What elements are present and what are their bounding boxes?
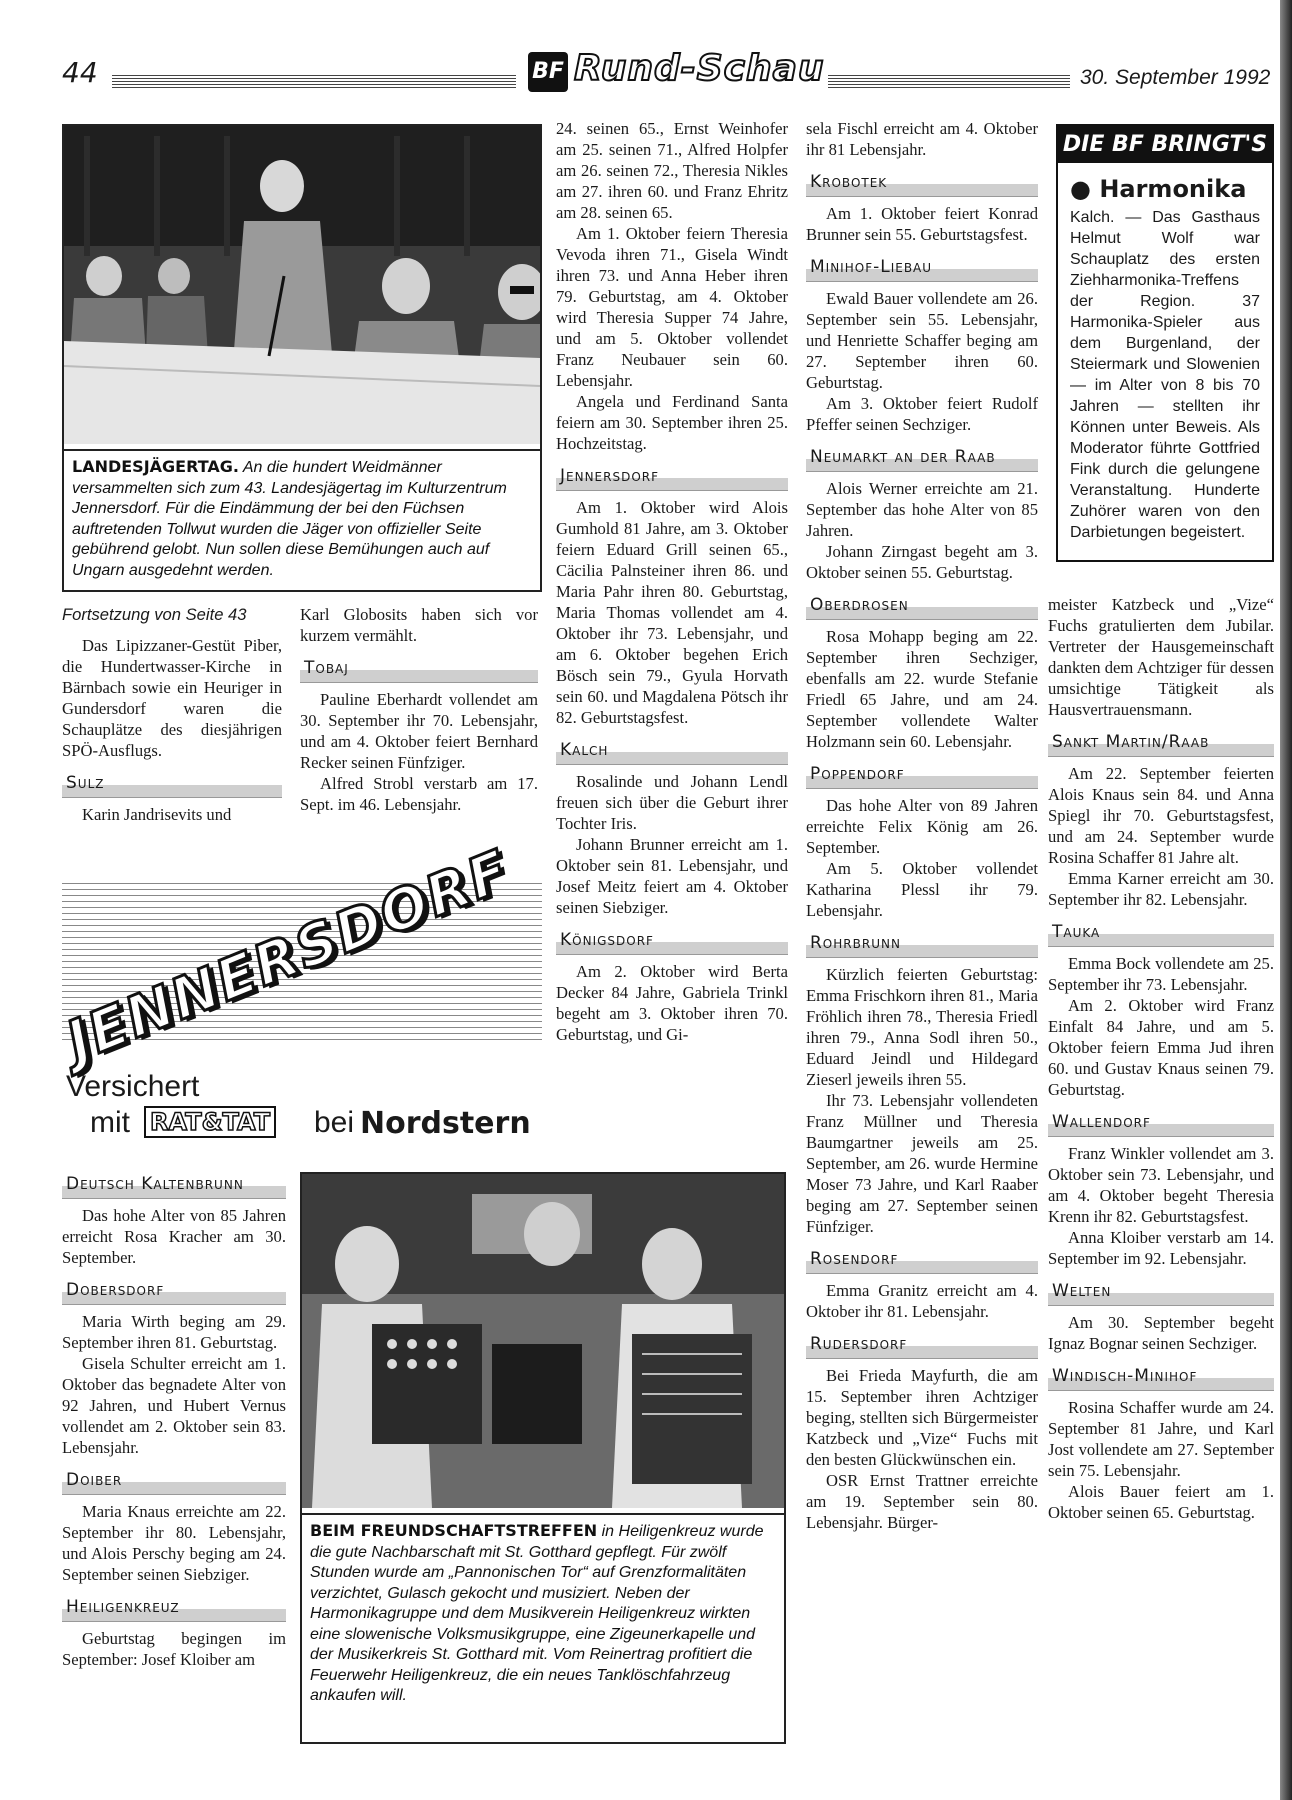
article-text: Franz Winkler vollendet am 3. Oktober sein 73. Lebensjahr, und am 4. Oktober begeht Theresia Krenn ihr 82. Geburtstagsfest.: [1048, 1144, 1274, 1226]
photo2-caption-lead: BEIM FREUNDSCHAFTSTREFFEN: [310, 1521, 598, 1540]
article-text: Das hohe Alter von 85 Jahren erreicht Rosa Kracher am 30. September.: [62, 1206, 286, 1267]
article-text: Rosina Schaffer wurde am 24. September 81 Jahre, und Karl Jost vollendete am 27. September sein 75. Lebensjahr.: [1048, 1398, 1274, 1480]
article-text: Am 22. September feierten Alois Knaus sein 84. und Anna Spiegl ihr 70. Geburtstagsfest, und am 24. September wurde Rosina Schaffer 81 Jahre alt.: [1048, 764, 1274, 867]
ad-company: Nordstern: [360, 1106, 531, 1141]
bf-logo: BF: [528, 52, 568, 92]
article-text: Bei Frieda Mayfurth, die am 15. September ihren Achtziger beging, stellten sich Bürgermeister Katzbeck und „Vize“ Fuchs mit den besten Glückwünschen ein.: [806, 1366, 1038, 1469]
heading-sulz: Sulz: [62, 769, 282, 798]
article-text: Emma Bock vollendete am 25. September ihr 73. Lebensjahr.: [1048, 954, 1274, 994]
article-text: Kürzlich feierten Geburtstag: Emma Frischkorn ihren 81., Maria Fröhlich ihren 78., Theresia Friedl ihren 79., Anna Sodl ihren 50., Eduard Jeindl und Hildegard Zieserl jeweils ihren 55.: [806, 965, 1038, 1089]
article-text: Karl Globosits haben sich vor kurzem vermählt.: [300, 605, 538, 645]
article-text: 24. seinen 65., Ernst Weinhofer am 25. seinen 71., Alfred Holpfer am 26. seinen 72., Theresia Nikles am 27. ihren 60. und Franz Ehritz am 28. seinen 65.: [556, 119, 788, 222]
heading-krobotek: Krobotek: [806, 168, 1038, 197]
photo1-caption-text: An die hundert Weidmänner versammelten sich zum 43. Landesjägertag im Kulturzentrum Jennersdorf. Für die Eindämmung der bei den Füchsen auftretenden Tollwut wurden die Jäger von offizieller Seite gebührend gelobt. Nun sollen diese Bemühungen auch auf Ungarn ausgedehnt werden.: [72, 459, 507, 579]
article-text: OSR Ernst Trattner erreichte am 19. September sein 80. Lebensjahr. Bürger-: [806, 1471, 1038, 1532]
article-text: Rosalinde und Johann Lendl freuen sich über die Geburt ihrer Tochter Iris.: [556, 772, 788, 833]
column-1: [62, 604, 282, 825]
article-text: Emma Karner erreicht am 30. September ihr 82. Lebensjahr.: [1048, 869, 1274, 909]
heading-kalch: Kalch: [556, 736, 788, 765]
column-5: [1048, 594, 1274, 1523]
article-text: meister Katzbeck und „Vize“ Fuchs gratulierten dem Jubilar. Vertreter der Hausgemeinschaft dankten dem Achtziger für dessen umsichtige Tätigkeit als Hausvertrauensmann.: [1048, 595, 1274, 719]
bullet-icon: ●: [1070, 175, 1091, 203]
ad-rat-tat-logo: RAT&TAT: [144, 1106, 276, 1138]
article-text: Am 30. September begeht Ignaz Bognar seinen Sechziger.: [1048, 1313, 1274, 1353]
heading-dobersdorf: Dobersdorf: [62, 1276, 286, 1305]
article-text: sela Fischl erreicht am 4. Oktober ihr 81 Lebensjahr.: [806, 119, 1038, 159]
article-text: Am 1. Oktober feiert Konrad Brunner sein 55. Geburtstagsfest.: [806, 204, 1038, 244]
scan-edge: [1280, 0, 1292, 1800]
bf-bringts-header: DIE BF BRINGT'S: [1058, 126, 1272, 163]
issue-date: 30. September 1992: [1080, 66, 1271, 89]
ad-line-versichert: Versichert: [66, 1070, 200, 1103]
heading-rohrbrunn: Rohrbrunn: [806, 929, 1038, 958]
column-2: [300, 604, 538, 815]
article-text: Am 1. Oktober feiern Theresia Vevoda ihren 71., Gisela Windt ihren 73. und Anna Heber ihren 79. Geburtstag, am 4. Oktober wird Theresia Supper 74 Jahre, und am 5. Oktober vollendet Franz Neubauer sein 60. Lebensjahr.: [556, 224, 788, 390]
article-text: Geburtstag begingen im September: Josef Kloiber am: [62, 1629, 286, 1669]
ad-line-bei: bei: [314, 1106, 355, 1139]
article-text: Am 2. Oktober wird Franz Einfalt 84 Jahre, und am 5. Oktober feiern Emma Jud ihren 60. und Gustav Knaus seinen 79. Geburtstag.: [1048, 996, 1274, 1099]
article-text: Am 5. Oktober vollendet Katharina Plessl ihr 79. Lebensjahr.: [806, 859, 1038, 920]
heading-tauka: Tauka: [1048, 918, 1274, 947]
article-text: Emma Granitz erreicht am 4. Oktober ihr 81. Lebensjahr.: [806, 1281, 1038, 1321]
article-text: Ewald Bauer vollendete am 26. September sein 55. Lebensjahr, und Henriette Schaffer beging am 27. September ihren 60. Geburtstag.: [806, 289, 1038, 392]
article-text: Maria Wirth beging am 29. September ihren 81. Geburtstag.: [62, 1312, 286, 1352]
bf-bringts-box: [1056, 124, 1274, 562]
heading-wallendorf: Wallendorf: [1048, 1108, 1274, 1137]
article-text: Gisela Schulter erreicht am 1. Oktober das begnadete Alter von 92 Jahren, und Hubert Vernus vollendet am 2. Oktober sein 83. Lebensjahr.: [62, 1354, 286, 1457]
heading-doiber: Doiber: [62, 1466, 286, 1495]
heading-neumarkt: Neumarkt an der Raab: [806, 443, 1038, 472]
bf-bringts-text: Kalch. — Das Gasthaus Helmut Wolf war Schauplatz des ersten Ziehharmonika-Treffens der Region. 37 Harmonika-Spieler aus dem Burgenland, der Steiermark und Slowenien — im Alter von 8 bis 70 Jahren — stellten ihr Können unter Beweis. Als Moderator führte Gottfried Fink durch die gelungene Veranstaltung. Hunderte Zuhörer waren von den Darbietungen begeistert.: [1070, 209, 1260, 541]
photo1-caption-lead: LANDESJÄGERTAG.: [72, 457, 239, 476]
article-text: Alois Werner erreichte am 21. September das hohe Alter von 85 Jahren.: [806, 479, 1038, 540]
article-text: Johann Zirngast begeht am 3. Oktober seinen 55. Geburtstag.: [806, 542, 1038, 582]
heading-oberdrosen: Oberdrosen: [806, 591, 1038, 620]
article-text: Am 3. Oktober feiert Rudolf Pfeffer seinen Sechziger.: [806, 394, 1038, 434]
column-3: [556, 118, 788, 1045]
page-number: 44: [62, 56, 98, 89]
heading-rudersdorf: Rudersdorf: [806, 1330, 1038, 1359]
heading-jennersdorf: Jennersdorf: [556, 462, 788, 491]
article-text: Alois Bauer feiert am 1. Oktober seinen 65. Geburtstag.: [1048, 1482, 1274, 1522]
article-text: Maria Knaus erreichte am 22. September ihr 80. Lebensjahr, und Alois Perschy beging am 24. September seinen Siebziger.: [62, 1502, 286, 1584]
photo2-caption: [302, 1513, 784, 1707]
heading-tobaj: Tobaj: [300, 654, 538, 683]
article-text: Am 1. Oktober wird Alois Gumhold 81 Jahre, am 3. Oktober feiern Eduard Grill seinen 65., Cäcilia Palnsteiner ihren 86. und Maria Pahr ihren 80. Geburtstag, Maria Thomas vollendet am 4. Oktober ihr 73. Lebensjahr, und am 6. Oktober begehen Erich Bösch sein 79., Gyula Horvath sein 60. und Magdalena Pötsch ihr 82. Geburtstagsfest.: [556, 498, 788, 727]
article-text: Pauline Eberhardt vollendet am 30. September ihr 70. Lebensjahr, und am 4. Oktober feiert Bernhard Recker seinen Fünfziger.: [300, 690, 538, 772]
header-rule-left: [112, 74, 516, 88]
bf-bringts-title: [1058, 163, 1272, 207]
heading-koenigsdorf: Königsdorf: [556, 926, 788, 955]
continued-note: Fortsetzung von Seite 43: [62, 605, 247, 624]
heading-rosendorf: Rosendorf: [806, 1245, 1038, 1274]
column-lower-left: [62, 1170, 286, 1670]
accordion-photo: [302, 1174, 784, 1508]
article-text: Johann Brunner erreicht am 1. Oktober sein 81. Lebensjahr, und Josef Meitz feiert am 4. Oktober seinen Siebziger.: [556, 835, 788, 917]
article-text: Alfred Strobl verstarb am 17. Sept. im 46. Lebensjahr.: [300, 774, 538, 814]
heading-minihof-liebau: Minihof-Liebau: [806, 253, 1038, 282]
publication-title: Rund-Schau: [574, 48, 825, 89]
article-text: Ihr 73. Lebensjahr vollendeten Franz Müllner und Theresia Baumgartner jeweils am 25. September, am 26. wurde Hermine Moser 73 Jahre, und Karl Raaber beging am 27. September seinen Fünfziger.: [806, 1091, 1038, 1236]
heading-deutsch-kaltenbrunn: Deutsch Kaltenbrunn: [62, 1170, 286, 1199]
heading-welten: Welten: [1048, 1277, 1274, 1306]
nordstern-advertisement: [57, 837, 542, 1150]
heading-sankt-martin: Sankt Martin/Raab: [1048, 728, 1274, 757]
photo1-caption: [64, 449, 540, 581]
column-4: [806, 118, 1038, 1533]
meeting-photo: [64, 126, 540, 444]
article-text: Das Lipizzaner-Gestüt Piber, die Hundertwasser-Kirche in Bärnbach sowie ein Heuriger in Gundersdorf waren die Schauplätze des diesjährigen SPÖ-Ausflugs.: [62, 636, 282, 760]
ad-town-name: JENNERSDORF: [57, 837, 520, 1075]
heading-heiligenkreuz: Heiligenkreuz: [62, 1593, 286, 1622]
article-text: Rosa Mohapp beging am 22. September ihren Sechziger, ebenfalls am 22. wurde Stefanie Friedl 65 Jahre, und am 24. September vollendete Walter Holzmann sein 60. Lebensjahr.: [806, 627, 1038, 751]
article-text: Anna Kloiber verstarb am 14. September im 92. Lebensjahr.: [1048, 1228, 1274, 1268]
heading-windisch-minihof: Windisch-Minihof: [1048, 1362, 1274, 1391]
header-rule-right: [828, 74, 1070, 88]
article-text: Karin Jandrisevits und: [82, 805, 232, 824]
photo2-caption-text: in Heiligenkreuz wurde die gute Nachbarschaft mit St. Gotthard gepflegt. Für zwölf Stunden wurde am „Pannonischen Tor“ auf Grenzformalitäten verzichtet, Gulasch gekocht und musiziert. Neben der Harmonikagruppe und dem Musikverein Heiligenkreuz wirkten eine slowenische Volksmusikgruppe, eine Zigeunerkapelle und der Musikerkreis St. Gotthard mit. Vom Reinertrag profitiert die Feuerwehr Heiligenkreuz, die ein neues Tanklöschfahrzeug ankaufen will.: [310, 1523, 764, 1704]
heading-poppendorf: Poppendorf: [806, 760, 1038, 789]
photo-freundschaftstreffen: [300, 1172, 786, 1744]
bf-bringts-title-text: Harmonika: [1099, 175, 1247, 203]
ad-line-mit: mit: [90, 1106, 130, 1139]
article-text: Das hohe Alter von 89 Jahren erreichte Felix König am 26. September.: [806, 796, 1038, 857]
photo-landesjaegertag: [62, 124, 542, 592]
article-text: Angela und Ferdinand Santa feiern am 30. September ihren 25. Hochzeitstag.: [556, 392, 788, 453]
article-text: Am 2. Oktober wird Berta Decker 84 Jahre, Gabriela Trinkl begeht am 3. Oktober ihren 70. Geburtstag, und Gi-: [556, 962, 788, 1044]
